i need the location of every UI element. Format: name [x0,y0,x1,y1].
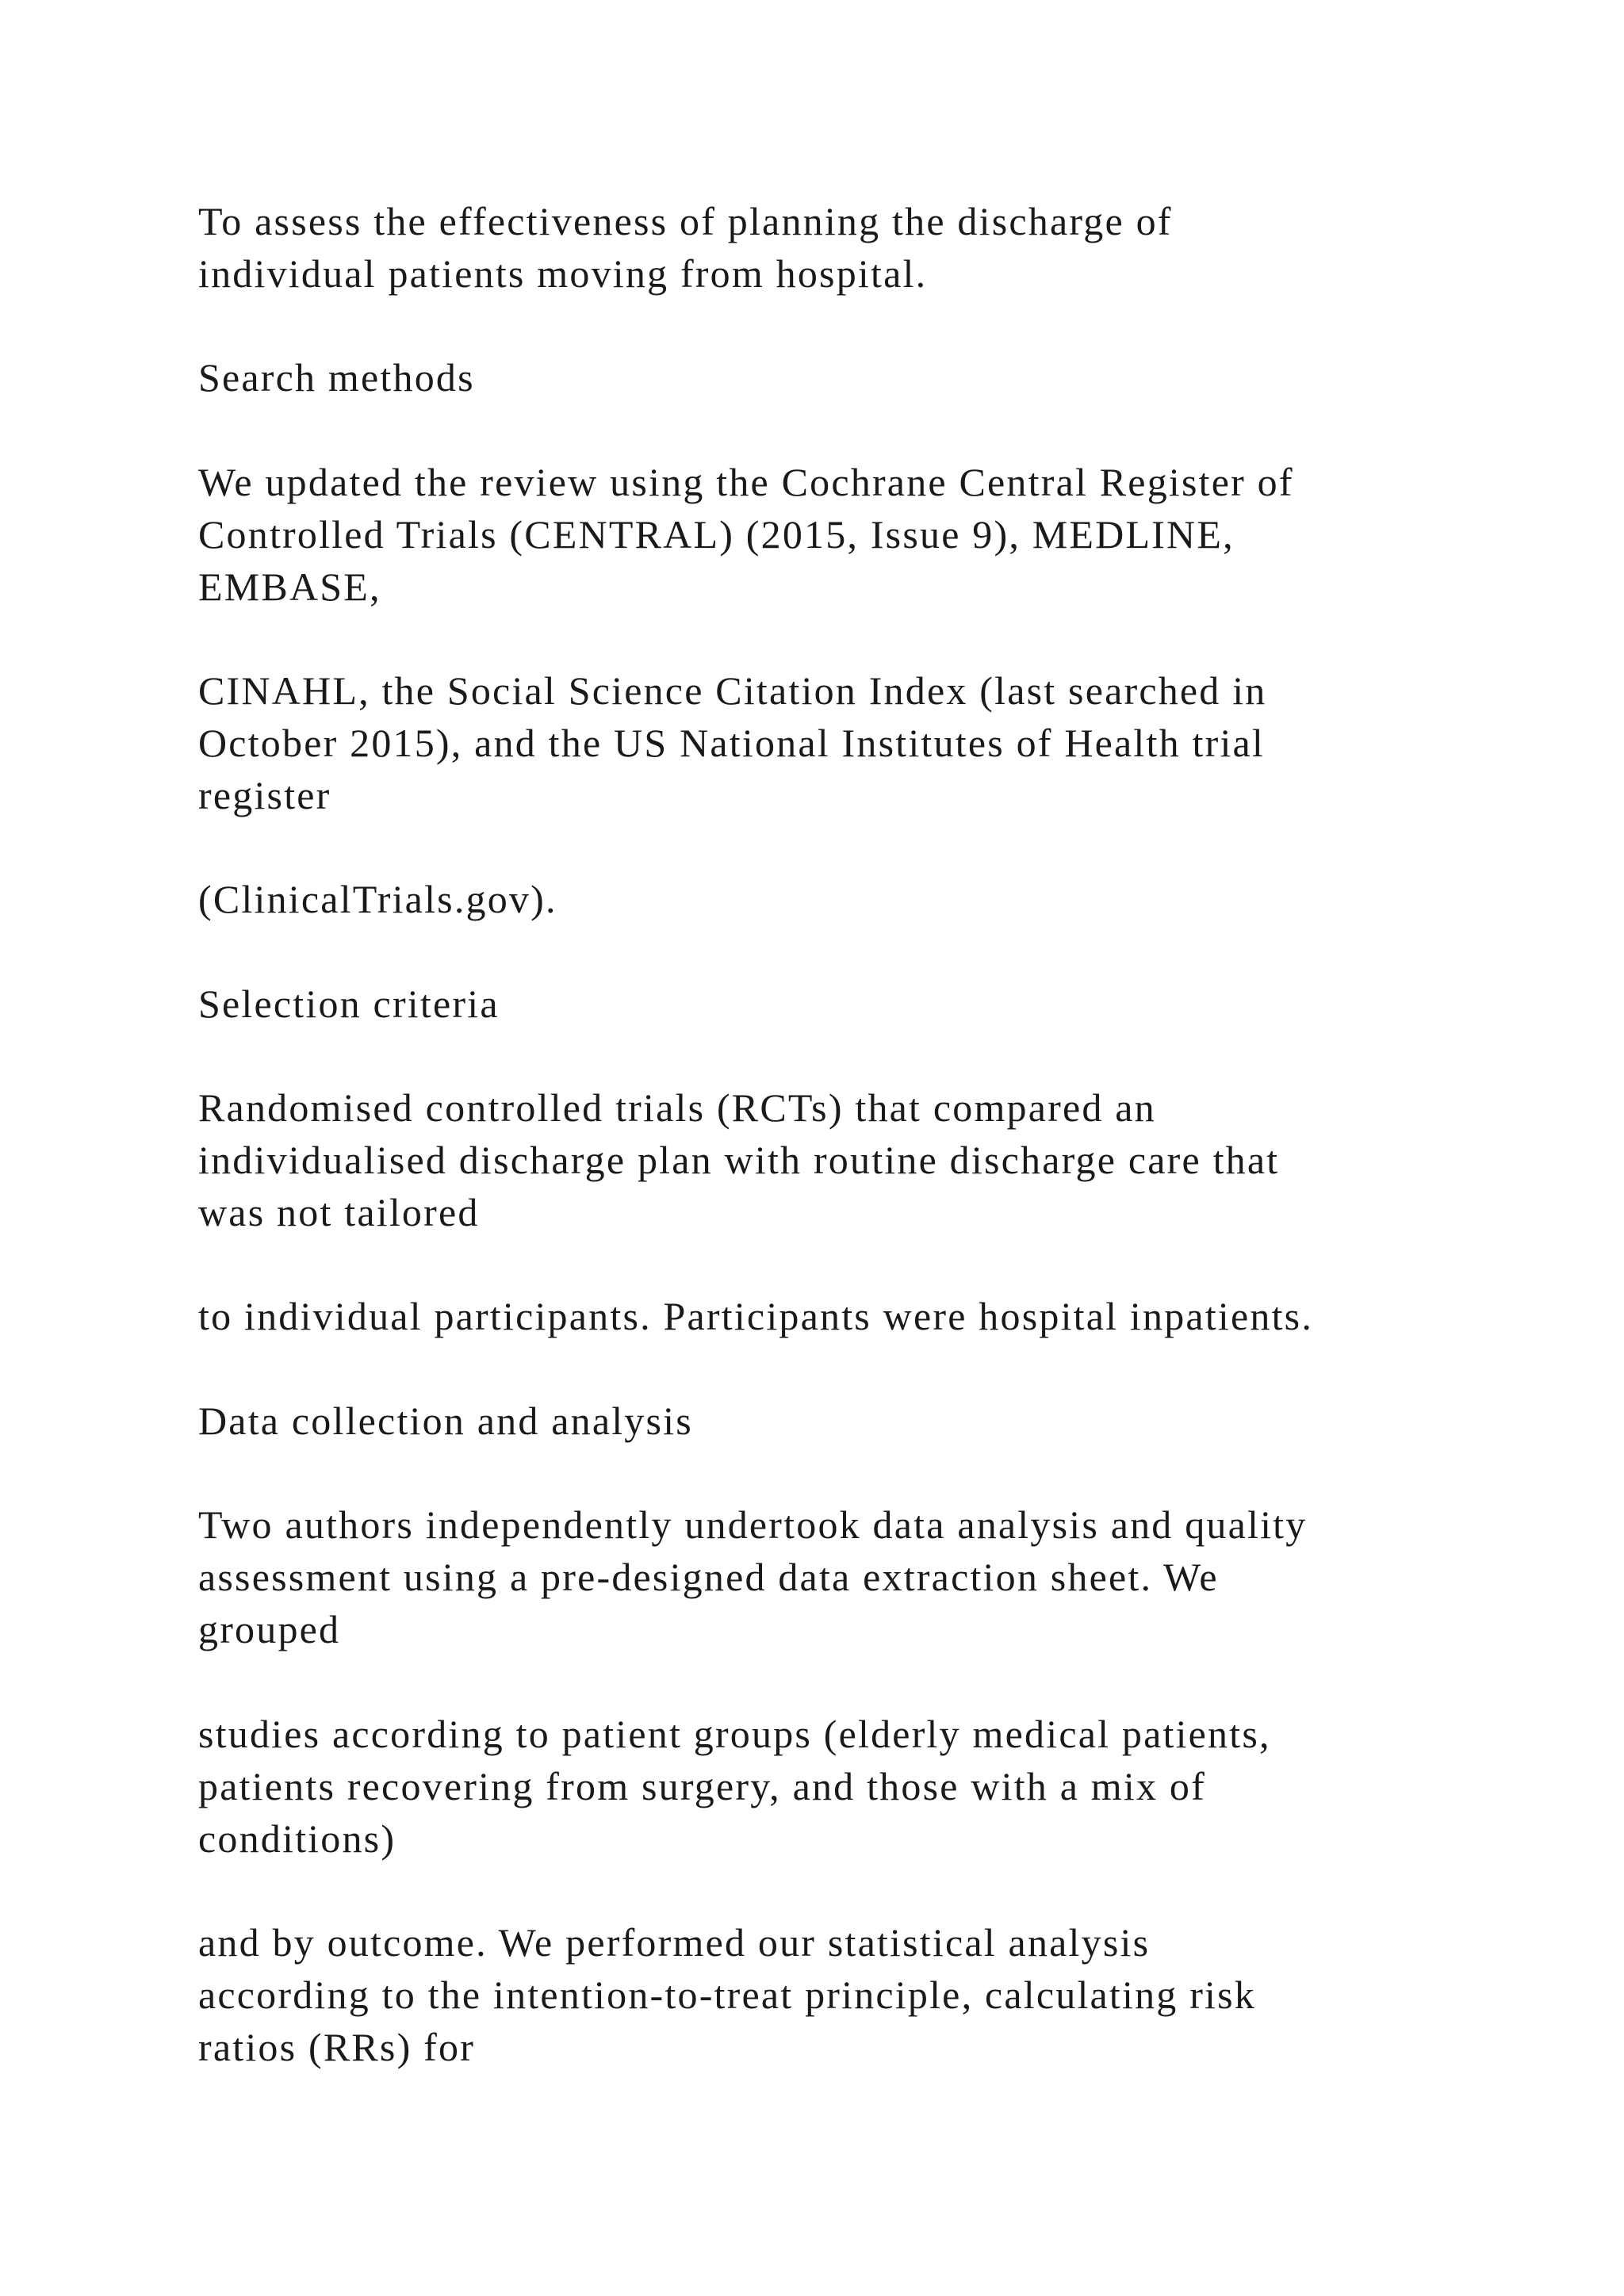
heading-text: Search methods [198,355,475,400]
text-line: conditions) [198,1816,396,1861]
search-methods-paragraph-3 [198,873,1546,925]
text-line: individualised discharge plan with routine discharge care that [198,1138,1280,1182]
text-line: To assess the effectiveness of planning the discharge of [198,199,1173,243]
text-line: October 2015), and the US National Institutes of Health trial [198,721,1266,765]
text-line: Controlled Trials (CENTRAL) (2015, Issue 9), MEDLINE, [198,512,1235,557]
heading-text: Data collection and analysis [198,1399,693,1443]
text-line: grouped [198,1607,341,1651]
section-heading-selection-criteria [198,978,1546,1030]
search-methods-paragraph-2 [198,664,1546,821]
section-heading-search-methods [198,351,1546,404]
text-line: studies according to patient groups (elderly medical patients, [198,1712,1271,1756]
objective-paragraph [198,195,1546,300]
text-line: register [198,773,331,817]
text-line: Randomised controlled trials (RCTs) that compared an [198,1085,1156,1130]
text-line: was not tailored [198,1190,480,1234]
text-line: individual patients moving from hospital. [198,251,928,296]
data-collection-paragraph-3 [198,1916,1546,2073]
selection-criteria-paragraph-2 [198,1290,1546,1342]
text-line: and by outcome. We performed our statistical analysis [198,1920,1151,1965]
section-heading-data-collection [198,1395,1546,1447]
data-collection-paragraph-1 [198,1498,1546,1655]
text-line: Two authors independently undertook data analysis and quality [198,1502,1308,1547]
text-line: We updated the review using the Cochrane Central Register of [198,460,1294,504]
text-line: patients recovering from surgery, and those with a mix of [198,1764,1206,1808]
heading-text: Selection criteria [198,982,500,1026]
selection-criteria-paragraph-1 [198,1081,1546,1238]
text-line: to individual participants. Participants were hospital inpatients. [198,1294,1314,1338]
text-line: EMBASE, [198,564,381,609]
text-line: according to the intention-to-treat principle, calculating risk [198,1973,1257,2017]
text-line: (ClinicalTrials.gov). [198,877,557,921]
text-line: CINAHL, the Social Science Citation Index (last searched in [198,668,1267,713]
text-line: assessment using a pre-designed data extraction sheet. We [198,1555,1219,1599]
data-collection-paragraph-2 [198,1708,1546,1865]
search-methods-paragraph-1 [198,456,1546,613]
text-line: ratios (RRs) for [198,2025,476,2069]
